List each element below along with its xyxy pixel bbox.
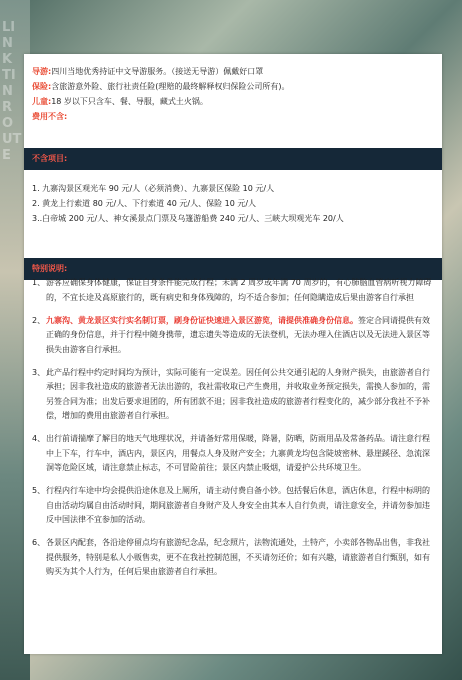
exclusions-title: 不含项目:	[32, 154, 68, 163]
exclusions-list	[32, 181, 436, 226]
note-text: 签定合同请提供有效正确的身份信息，并于行程中随身携带，遗忘遗失等造成的无法登机，无法办理入住酒店以及无法进入景区等损失由游客自行承担。	[46, 315, 430, 354]
note-text: 出行前请揣摩了解目的地天气地理状况，并请备好常用保暖，降暑，防晒，防雨用品及常备药品。请注意行程中上下车，行车中，酒店内，景区内，用餐点人身及财产安全；九寨黄龙均包含陡坡密林、悬崖蹊径、急流深洞等危险区域，请注意禁止标志，不可冒险前往；景区内禁止吸烟，请爱护公共环境卫生。	[46, 434, 430, 472]
guide-row	[32, 64, 436, 79]
notes-list	[32, 276, 436, 588]
note-number: 1、	[32, 278, 46, 287]
exclusion-item: 3..白帝城 200 元/人、神女溪景点门票及乌篷游船费 240 元/人、三峡大坝观光车 20/人	[32, 214, 344, 223]
children-row	[32, 94, 436, 109]
note-body	[46, 366, 436, 424]
note-item	[32, 366, 436, 424]
note-number: 2、	[32, 315, 46, 325]
note-item	[32, 276, 436, 305]
insurance-label: 保险:	[32, 82, 52, 91]
note-number: 4、	[32, 434, 46, 443]
guide-label: 导游:	[32, 67, 52, 76]
guide-text: 四川当地优秀持证中文导游服务。（接送无导游）佩戴好口罩	[51, 67, 264, 76]
insurance-text: 含旅游意外险、旅行社责任险(理赔的最终解释权归保险公司所有)。	[51, 82, 290, 91]
note-text: 各景区内配套，各沿途停留点均有旅游纪念品，纪念照片，法物流通处，土特产，小卖部各物品出售，非我社提供服务，特别是私人小贩售卖，更不在我社控制范围，不买请勿还价；如有兴趣，请旅游者自行甄别，如有购买为其个人行为，任何后果由旅游者自行承担。	[46, 538, 430, 576]
info-section	[32, 64, 436, 124]
exclusion-item: 2. 黄龙上行索道 80 元/人、下行索道 40 元/人、保险 10 元/人	[32, 199, 257, 208]
note-item	[32, 314, 436, 358]
children-text: 18 岁以下只含车、餐、导服，藏式土火锅。	[51, 97, 208, 106]
insurance-row	[32, 79, 436, 94]
note-item	[32, 432, 436, 476]
background-side-text: LINK TIN ROUTE	[2, 20, 22, 163]
excluded-row	[32, 109, 436, 124]
document-sheet	[24, 54, 442, 654]
note-body	[46, 484, 436, 528]
excluded-label: 费用不含:	[32, 112, 68, 121]
note-item	[32, 536, 436, 580]
exclusion-item: 1. 九寨沟景区观光车 90 元/人（必须消费）、九寨景区保险 10 元/人	[32, 184, 275, 193]
note-body	[46, 432, 436, 476]
note-body	[46, 536, 436, 580]
children-label: 儿童:	[32, 97, 52, 106]
note-number: 6、	[32, 538, 46, 547]
note-text: 游客应确保身体健康，保证自身条件能完成行程；未满 2 周岁或年满 70 周岁的，有心肺脑血管病听视力障碍的，不宜长途及高原旅行的，既有病史和身体残障的，均不适合参加；任何隐瞒造成后果由游客自行承担	[46, 278, 432, 302]
note-body	[46, 276, 436, 305]
note-number: 3、	[32, 367, 46, 377]
note-highlight: 九寨沟、黄龙景区实行实名制订票，刷身份证快速进入景区游览，请提供准确身份信息。	[46, 315, 358, 325]
note-item	[32, 484, 436, 528]
note-text: 行程内行车途中均会提供沿途休息及上厕所，请主动付费自备小钞。包括餐后休息，酒店休息，行程中标明的自由活动均属自由活动时间，期间旅游者自身财产及人身安全由其本人自行负责，请注意安全，并请勿参加违反中国法律不宜参加的活动。	[46, 486, 430, 524]
note-number: 5、	[32, 486, 46, 495]
note-body	[46, 314, 436, 358]
note-text: 此产品行程中约定时间均为预计，实际可能有一定误差。因任何公共交通引起的人身财产损失，由旅游者自行承担；因非我社造成的旅游者无法出游的，我社需收取已产生费用，并收取业务预定损失，需换人参加的，需另签合同为准；出发后要求退团的，所有团款不退；因非我社造成的旅游者行程变化的，减少部分我社不予补偿，增加的费用由旅游者自行承担。	[46, 367, 430, 420]
notes-title: 特别说明:	[32, 264, 68, 273]
exclusions-header-bar	[24, 148, 442, 170]
